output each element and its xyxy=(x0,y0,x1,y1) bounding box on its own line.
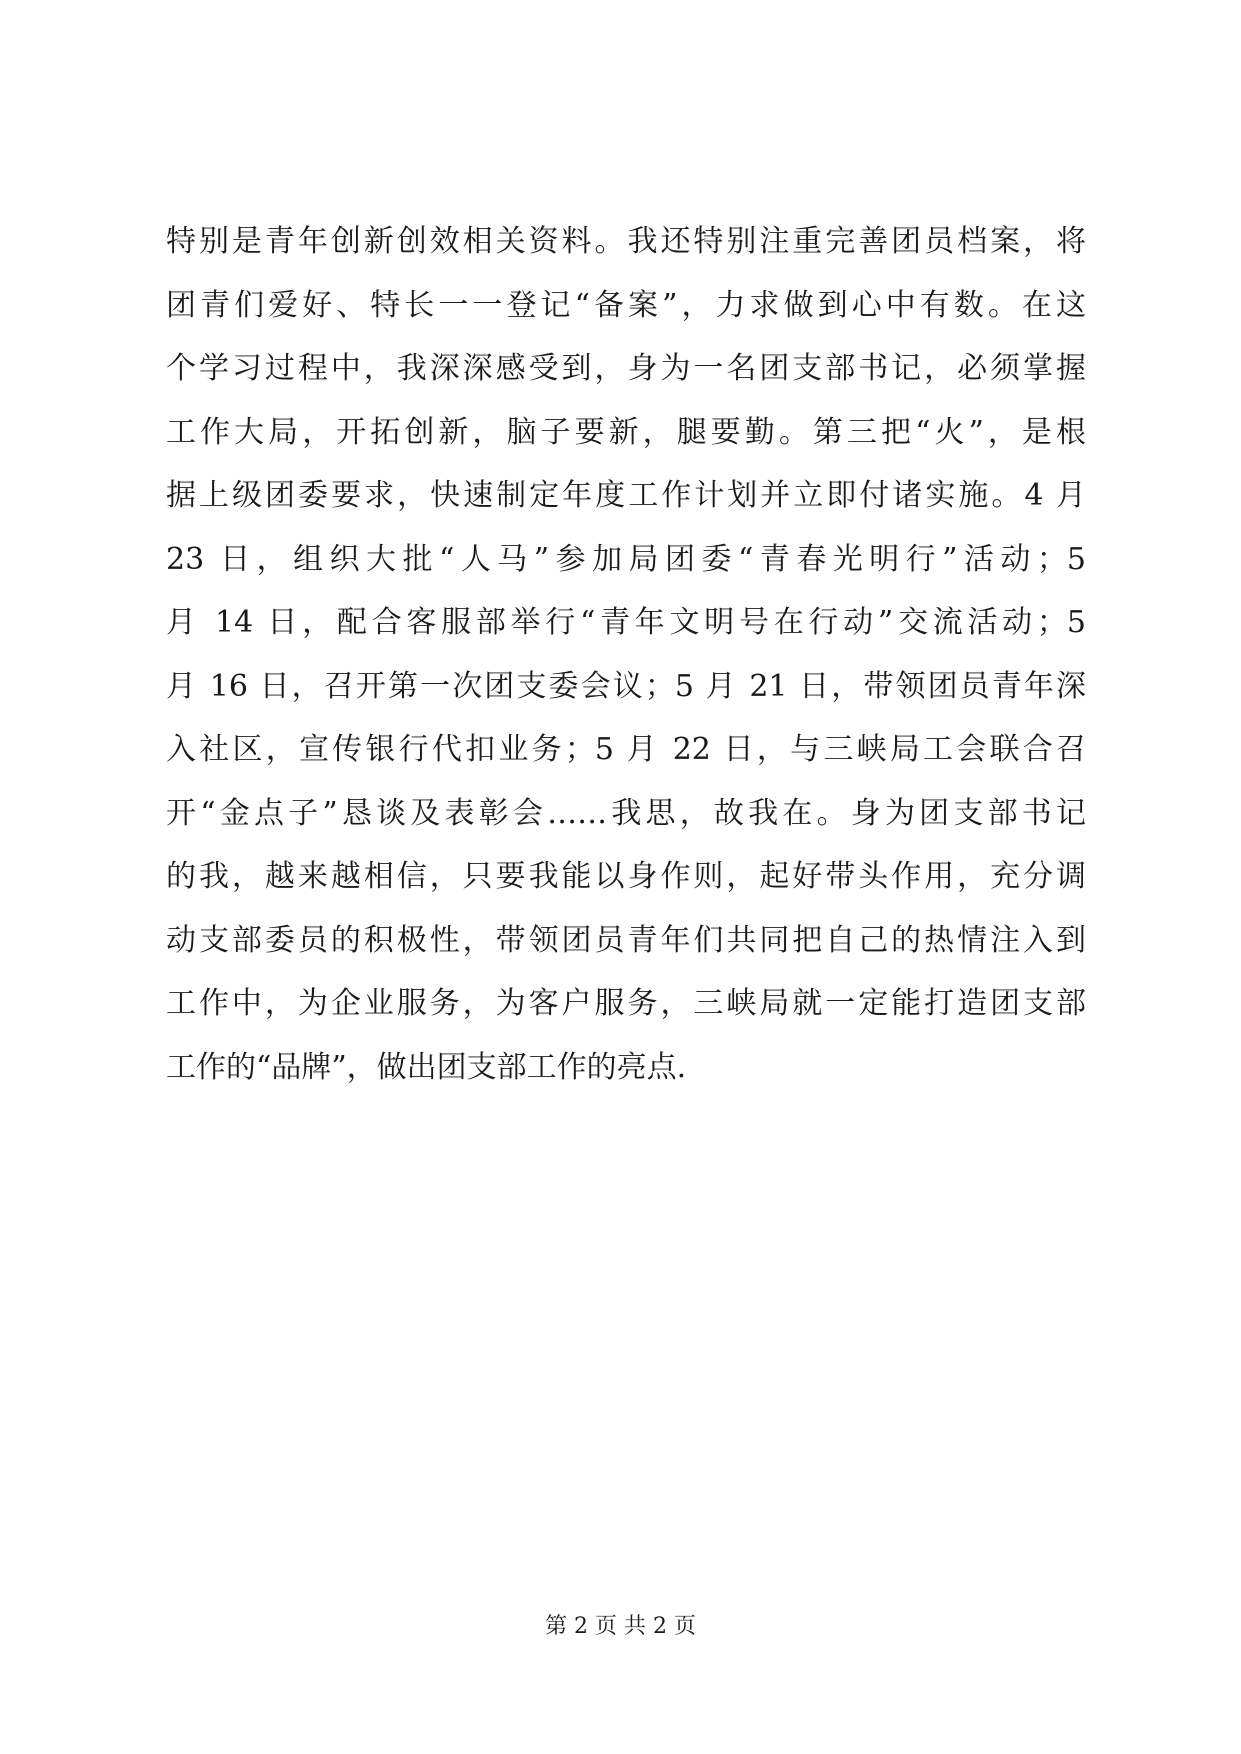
text-line: 23 日，组织大批“人马”参加局团委“青春光明行”活动；5 xyxy=(166,541,1086,577)
page-number-footer: 第 2 页 共 2 页 xyxy=(545,1614,696,1639)
text-line: 入社区，宣传银行代扣业务；5 月 22 日，与三峡局工会联合召 xyxy=(166,732,1086,767)
text-line: 个学习过程中，我深深感受到，身为一名团支部书记，必须掌握 xyxy=(166,351,1086,386)
text-line: 开“金点子”恳谈及表彰会……我思，故我在。身为团支部书记 xyxy=(166,795,1086,831)
text-line: 的我，越来越相信，只要我能以身作则，起好带头作用，充分调 xyxy=(166,859,1086,894)
text-line: 特别是青年创新创效相关资料。我还特别注重完善团员档案，将 xyxy=(166,224,1086,259)
text-line: 动支部委员的积极性，带领团员青年们共同把自己的热情注入到 xyxy=(166,922,1086,958)
text-line: 据上级团委要求，快速制定年度工作计划并立即付诸实施。4 月 xyxy=(166,478,1086,513)
text-line: 月 16 日，召开第一次团支委会议；5 月 21 日，带领团员青年深 xyxy=(166,668,1086,704)
text-line: 月 14 日，配合客服部举行“青年文明号在行动”交流活动；5 xyxy=(166,605,1086,640)
body-paragraph xyxy=(166,210,1086,1099)
text-line: 工作的“品牌”，做出团支部工作的亮点. xyxy=(166,1049,687,1085)
text-line: 工作大局，开拓创新，脑子要新，腿要勤。第三把“火”，是根 xyxy=(166,414,1086,450)
text-line: 工作中，为企业服务，为客户服务，三峡局就一定能打造团支部 xyxy=(166,986,1086,1021)
text-line: 团青们爱好、特长一一登记“备案”，力求做到心中有数。在这 xyxy=(166,287,1086,323)
